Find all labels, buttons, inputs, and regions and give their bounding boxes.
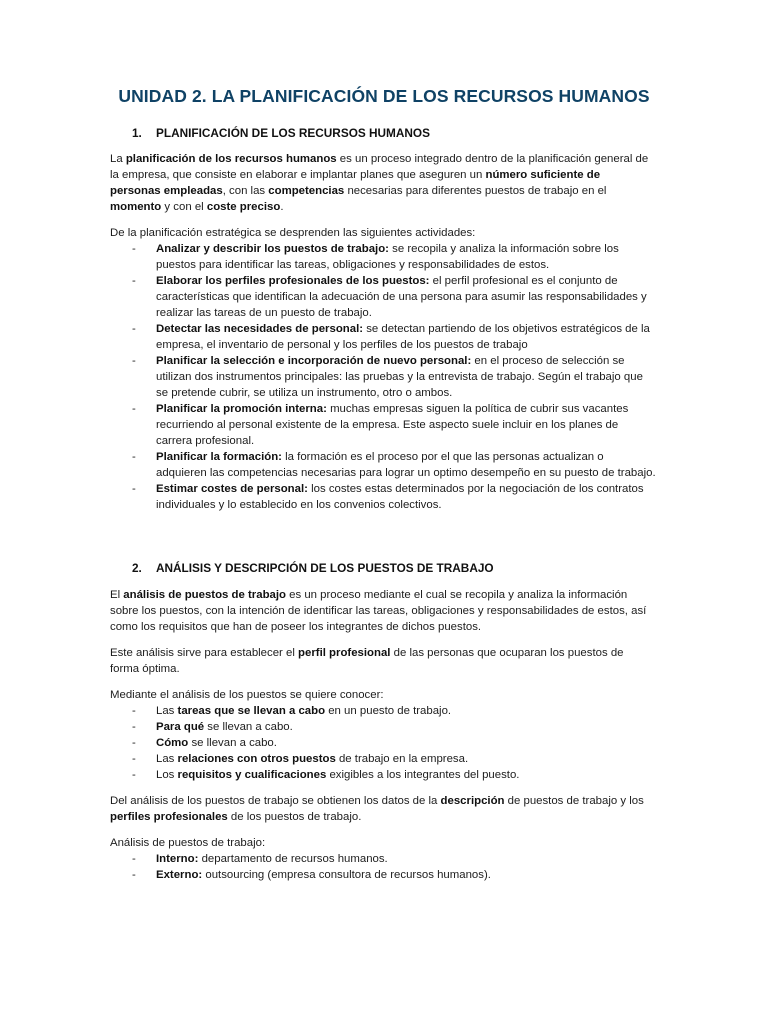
list-item	[110, 241, 656, 273]
bold-term: análisis de puestos de trabajo	[123, 589, 286, 601]
item-text: en un puesto de trabajo.	[325, 705, 452, 717]
list-item	[110, 719, 656, 735]
item-text: se recopila y analiza la información sobre los puestos para identificar las tareas, obligaciones y responsabilidades de estos.	[156, 243, 619, 271]
list-item	[110, 353, 656, 401]
tipos-list	[110, 851, 650, 883]
paragraph-perfil	[110, 645, 650, 677]
text-run: necesarias para diferentes puestos de trabajo en el	[344, 185, 607, 197]
bold-term: tareas que se llevan a cabo	[177, 705, 326, 717]
section-number: 1.	[132, 126, 142, 140]
list-item	[110, 401, 656, 449]
bold-term: Planificar la promoción interna:	[156, 403, 327, 415]
section-2-body	[110, 587, 650, 883]
bold-term: Planificar la selección e incorporación de nuevo personal:	[156, 355, 472, 367]
text-run: .	[280, 201, 284, 213]
paragraph-conocer-intro: Mediante el análisis de los puestos se quiere conocer:	[110, 689, 384, 701]
list-item	[110, 867, 656, 883]
list-item	[110, 735, 656, 751]
bold-term: Externo:	[156, 869, 203, 881]
dash-bullet: -	[132, 869, 136, 881]
bold-term: Planificar la formación:	[156, 451, 282, 463]
dash-bullet: -	[132, 753, 136, 765]
bold-term: Estimar costes de personal:	[156, 483, 308, 495]
section-title: PLANIFICACIÓN DE LOS RECURSOS HUMANOS	[156, 126, 430, 140]
paragraph-planificacion	[110, 151, 650, 215]
item-text: el perfil profesional es el conjunto de características que identifican la adecuación de una persona para asumir las responsabilidades y realizar las tareas de un puesto de trabajo.	[156, 275, 647, 319]
bold-term: coste preciso	[206, 201, 281, 213]
bold-term: relaciones con otros puestos	[177, 753, 336, 765]
item-text: Las	[156, 753, 178, 765]
dash-bullet: -	[132, 737, 136, 749]
bold-term: Detectar las necesidades de personal:	[156, 323, 364, 335]
text-run: La	[110, 153, 126, 165]
paragraph-descripcion	[110, 793, 650, 825]
dash-bullet: -	[132, 323, 136, 335]
bold-term: perfiles profesionales	[110, 811, 228, 823]
dash-bullet: -	[132, 275, 136, 287]
item-text: se llevan a cabo.	[188, 737, 277, 749]
list-item	[110, 851, 656, 867]
dash-bullet: -	[132, 451, 136, 463]
bold-term: perfil profesional	[298, 647, 391, 659]
item-text: exigibles a los integrantes del puesto.	[326, 769, 520, 781]
item-text: los costes estas determinados por la negociación de los contratos individuales y lo establecido en los convenios colectivos.	[156, 483, 644, 511]
text-run: de puestos de trabajo y los	[504, 795, 644, 807]
section-1-heading	[132, 126, 430, 140]
list-item	[110, 321, 656, 353]
section-number: 2.	[132, 561, 142, 575]
text-run: de las personas que ocuparan los puestos de forma óptima.	[110, 647, 624, 675]
list-item	[110, 767, 656, 783]
dash-bullet: -	[132, 705, 136, 717]
text-run: es un proceso integrado dentro de la planificación general de la empresa, que consiste en elaborar e implantar planes que aseguren un	[110, 153, 649, 181]
item-text: de trabajo en la empresa.	[335, 753, 469, 765]
bold-term: Para qué	[156, 721, 205, 733]
paragraph-tipos-intro: Análisis de puestos de trabajo:	[110, 837, 266, 849]
text-run: y con el	[161, 201, 207, 213]
item-text: Los	[156, 769, 178, 781]
item-text: departamento de recursos humanos.	[198, 853, 388, 865]
section-1-body	[110, 151, 656, 513]
item-text: se llevan a cabo.	[204, 721, 293, 733]
bold-term: descripción	[440, 795, 505, 807]
list-item	[110, 481, 656, 513]
list-item	[110, 751, 656, 767]
bold-term: número suficiente de personas empleadas	[110, 169, 601, 197]
item-text: la formación es el proceso por el que las personas actualizan o adquieren las competencias necesarias para lograr un optimo desempeño en su puesto de trabajo.	[156, 451, 656, 479]
bold-term: Elaborar los perfiles profesionales de los puestos:	[156, 275, 430, 287]
text-run: , con las	[222, 185, 269, 197]
paragraph-actividades-intro: De la planificación estratégica se desprenden las siguientes actividades:	[110, 227, 476, 239]
conocer-list	[110, 703, 650, 783]
dash-bullet: -	[132, 721, 136, 733]
list-item	[110, 449, 656, 481]
section-title: ANÁLISIS Y DESCRIPCIÓN DE LOS PUESTOS DE TRABAJO	[156, 561, 494, 575]
bold-term: requisitos y cualificaciones	[177, 769, 327, 781]
dash-bullet: -	[132, 769, 136, 781]
text-run: El	[110, 589, 124, 601]
dash-bullet: -	[132, 403, 136, 415]
document-title: UNIDAD 2. LA PLANIFICACIÓN DE LOS RECURSOS HUMANOS	[118, 86, 650, 106]
text-run: Este análisis sirve para establecer el	[110, 647, 299, 659]
item-text: se detectan partiendo de los objetivos estratégicos de la empresa, el inventario de personal y los perfiles de los puestos de trabajo	[156, 323, 650, 351]
item-text: en el proceso de selección se utilizan dos instrumentos principales: las pruebas y la entrevista de trabajo. Según el trabajo que se pretende cubrir, se utiliza un instrumento, otro o ambos.	[156, 355, 643, 399]
dash-bullet: -	[132, 355, 136, 367]
item-text: outsourcing (empresa consultora de recursos humanos).	[202, 869, 491, 881]
text-run: Del análisis de los puestos de trabajo se obtienen los datos de la	[110, 795, 441, 807]
bold-term: planificación de los recursos humanos	[125, 153, 337, 165]
bold-term: Interno:	[156, 853, 199, 865]
bold-term: competencias	[268, 185, 345, 197]
dash-bullet: -	[132, 853, 136, 865]
dash-bullet: -	[132, 483, 136, 495]
list-item	[110, 703, 656, 719]
bold-term: Cómo	[156, 737, 189, 749]
list-item	[110, 273, 656, 321]
item-text: Las	[156, 705, 178, 717]
section-2-heading	[132, 561, 494, 575]
bold-term: momento	[110, 201, 162, 213]
text-run: de los puestos de trabajo.	[227, 811, 362, 823]
paragraph-analisis	[110, 587, 650, 635]
activities-list	[110, 241, 656, 513]
bold-term: Analizar y describir los puestos de trabajo:	[156, 243, 389, 255]
item-text: muchas empresas siguen la política de cubrir sus vacantes recurriendo al personal existente de la empresa. Este aspecto suele incluir en los planes de carrera profesional.	[156, 403, 629, 447]
dash-bullet: -	[132, 243, 136, 255]
text-run: es un proceso mediante el cual se recopila y analiza la información sobre los puestos, con la intención de identificar las tareas, obligaciones y responsabilidades de estos, así como los requisitos que han de poseer los integrantes de dichos puestos.	[110, 589, 647, 633]
